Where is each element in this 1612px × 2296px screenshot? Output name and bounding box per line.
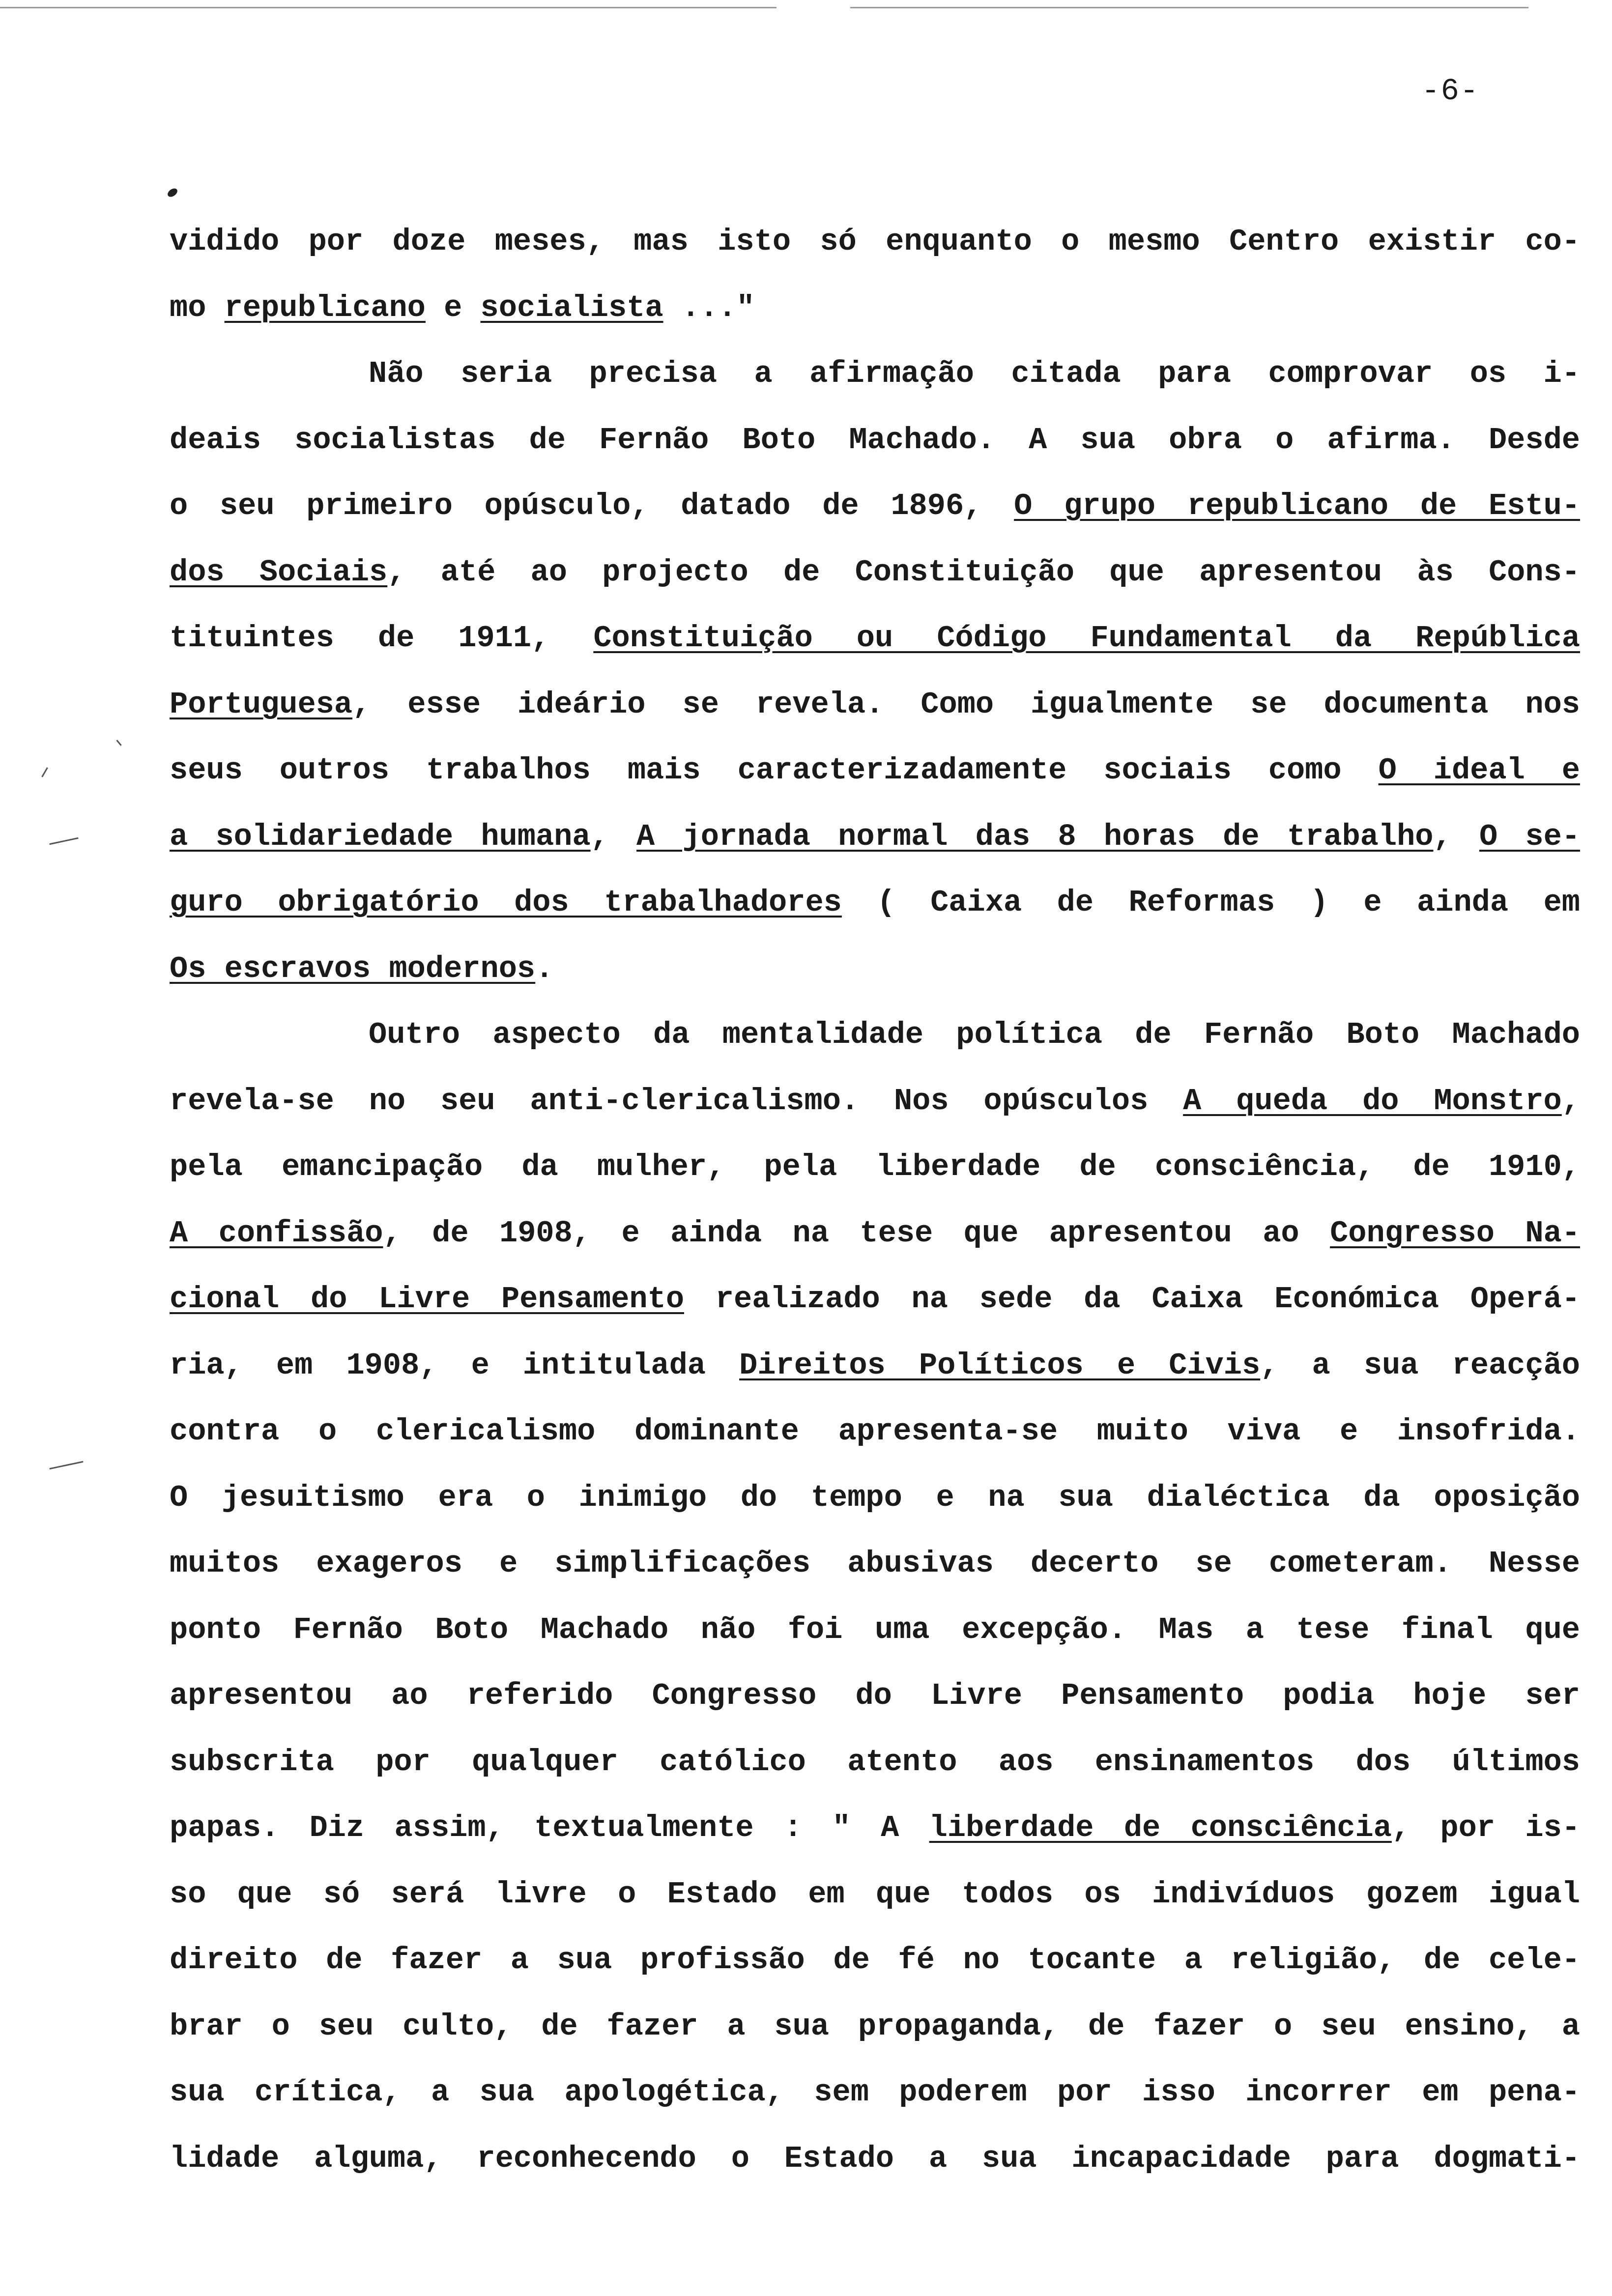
text-line: [170, 870, 1580, 936]
underlined-title: A confissão: [170, 1215, 383, 1251]
text-segment: vidido por doze meses, mas isto só enquanto o mesmo Centro existir co-: [170, 224, 1580, 259]
text-segment: ,: [590, 819, 637, 854]
text-line: [170, 1994, 1580, 2060]
text-line: [170, 1399, 1580, 1465]
text-segment: Não seria precisa a afirmação citada para comprovar os i-: [369, 356, 1580, 391]
text-line: [170, 804, 1580, 870]
text-line: [170, 209, 1580, 275]
text-line: [170, 1729, 1580, 1796]
text-line: [170, 672, 1580, 738]
text-segment: ( Caixa de Reformas ) e ainda em: [841, 885, 1580, 920]
text-segment: revela-se no seu anti-clericalismo. Nos opúsculos: [170, 1083, 1183, 1119]
text-segment: apresentou ao referido Congresso do Livre Pensamento podia hoje ser: [170, 1678, 1580, 1713]
text-segment: , de 1908, e ainda na tese que apresentou ao: [383, 1215, 1330, 1251]
underlined-title: O ideal e: [1378, 753, 1580, 788]
text-line: [170, 1465, 1580, 1531]
text-line: [170, 605, 1580, 672]
text-segment: , por is-: [1391, 1810, 1580, 1845]
text-segment: , a sua reacção: [1260, 1348, 1580, 1383]
scan-mark: [116, 740, 121, 746]
text-segment: seus outros trabalhos mais caracterizadamente sociais como: [170, 753, 1379, 788]
ink-blot: [166, 187, 179, 199]
scan-mark: [49, 1461, 83, 1469]
underlined-title: Portuguesa: [170, 687, 353, 722]
underlined-title: liberdade de consciência: [929, 1810, 1392, 1845]
underlined-title: republicano: [224, 290, 426, 325]
underlined-title: cional do Livre Pensamento: [170, 1282, 685, 1317]
underlined-title: O se-: [1479, 819, 1580, 854]
text-line: [170, 1862, 1580, 1928]
text-line: [170, 1333, 1580, 1399]
text-segment: ,: [1561, 1083, 1580, 1119]
underlined-title: A queda do Monstro: [1183, 1083, 1562, 1119]
text-line: [170, 2126, 1580, 2192]
text-segment: sua crítica, a sua apologética, sem poderem por isso incorrer em pena-: [170, 2075, 1580, 2110]
text-segment: Outro aspecto da mentalidade política de Fernão Boto Machado: [369, 1017, 1580, 1052]
underlined-title: a solidariedade humana: [170, 819, 591, 854]
text-segment: O jesuitismo era o inimigo do tempo e na sua dialéctica da oposição: [170, 1480, 1580, 1515]
underlined-title: socialista: [480, 290, 663, 325]
text-segment: deais socialistas de Fernão Boto Machado. A sua obra o afirma. Desde: [170, 422, 1580, 458]
text-segment: ...": [663, 290, 755, 325]
scan-edge-line: [850, 7, 1528, 8]
text-segment: tituintes de 1911,: [170, 621, 594, 656]
text-line: [170, 1266, 1580, 1333]
text-segment: , esse ideário se revela. Como igualmente se documenta nos: [352, 687, 1580, 722]
underlined-title: Congresso Na-: [1330, 1215, 1580, 1251]
text-segment: subscrita por qualquer católico atento aos ensinamentos dos últimos: [170, 1744, 1580, 1779]
underlined-title: O grupo republicano de Estu-: [1014, 488, 1580, 523]
text-segment: contra o clericalismo dominante apresenta-se muito viva e insofrida.: [170, 1414, 1580, 1449]
text-line: [170, 1927, 1580, 1994]
text-segment: , até ao projecto de Constituição que apresentou às Cons-: [387, 554, 1580, 590]
text-line: [170, 407, 1580, 474]
underlined-title: Constituição ou Código Fundamental da República: [593, 621, 1580, 656]
text-segment: pela emancipação da mulher, pela liberdade de consciência, de 1910,: [170, 1149, 1580, 1184]
text-line: [170, 275, 1580, 342]
text-line: [170, 1663, 1580, 1729]
page-number: -6-: [1421, 74, 1479, 109]
underlined-title: guro obrigatório dos trabalhadores: [170, 885, 842, 920]
underlined-title: A jornada normal das 8 horas de trabalho: [636, 819, 1434, 854]
scan-mark: [49, 837, 78, 845]
text-segment: so que só será livre o Estado em que todos os indivíduos gozem igual: [170, 1876, 1580, 1912]
underlined-title: Os escravos modernos: [170, 951, 536, 986]
text-segment: ,: [1433, 819, 1479, 854]
text-line: [170, 540, 1580, 606]
text-line: [170, 1597, 1580, 1664]
text-line: [170, 1201, 1580, 1267]
text-segment: o seu primeiro opúsculo, datado de 1896,: [170, 488, 1014, 523]
text-segment: .: [535, 951, 554, 986]
scan-mark: [41, 767, 48, 777]
text-line: [170, 1068, 1580, 1135]
text-line: [170, 738, 1580, 804]
text-segment: direito de fazer a sua profissão de fé no tocante a religião, de cele-: [170, 1943, 1580, 1978]
underlined-title: dos Sociais: [170, 554, 388, 590]
text-line: [170, 1531, 1580, 1597]
text-segment: mo: [170, 290, 225, 325]
text-segment: ria, em 1908, e intitulada: [170, 1348, 740, 1383]
text-line: [170, 341, 1580, 407]
typewritten-body: [170, 209, 1580, 2192]
text-line: [170, 1795, 1580, 1862]
text-segment: ponto Fernão Boto Machado não foi uma excepção. Mas a tese final que: [170, 1612, 1580, 1647]
text-line: [170, 1134, 1580, 1201]
underlined-title: Direitos Políticos e Civis: [739, 1348, 1261, 1383]
text-segment: brar o seu culto, de fazer a sua propaganda, de fazer o seu ensino, a: [170, 2009, 1580, 2044]
text-segment: muitos exageros e simplificações abusivas decerto se cometeram. Nesse: [170, 1546, 1580, 1581]
text-line: [170, 936, 1580, 1003]
text-segment: lidade alguma, reconhecendo o Estado a sua incapacidade para dogmati-: [170, 2141, 1580, 2176]
text-segment: papas. Diz assim, textualmente : " A: [170, 1810, 929, 1845]
text-segment: realizado na sede da Caixa Económica Operá-: [684, 1282, 1580, 1317]
text-line: [170, 1002, 1580, 1068]
text-line: [170, 473, 1580, 540]
text-segment: e: [425, 290, 481, 325]
text-line: [170, 2060, 1580, 2126]
scan-edge-line: [0, 7, 777, 8]
